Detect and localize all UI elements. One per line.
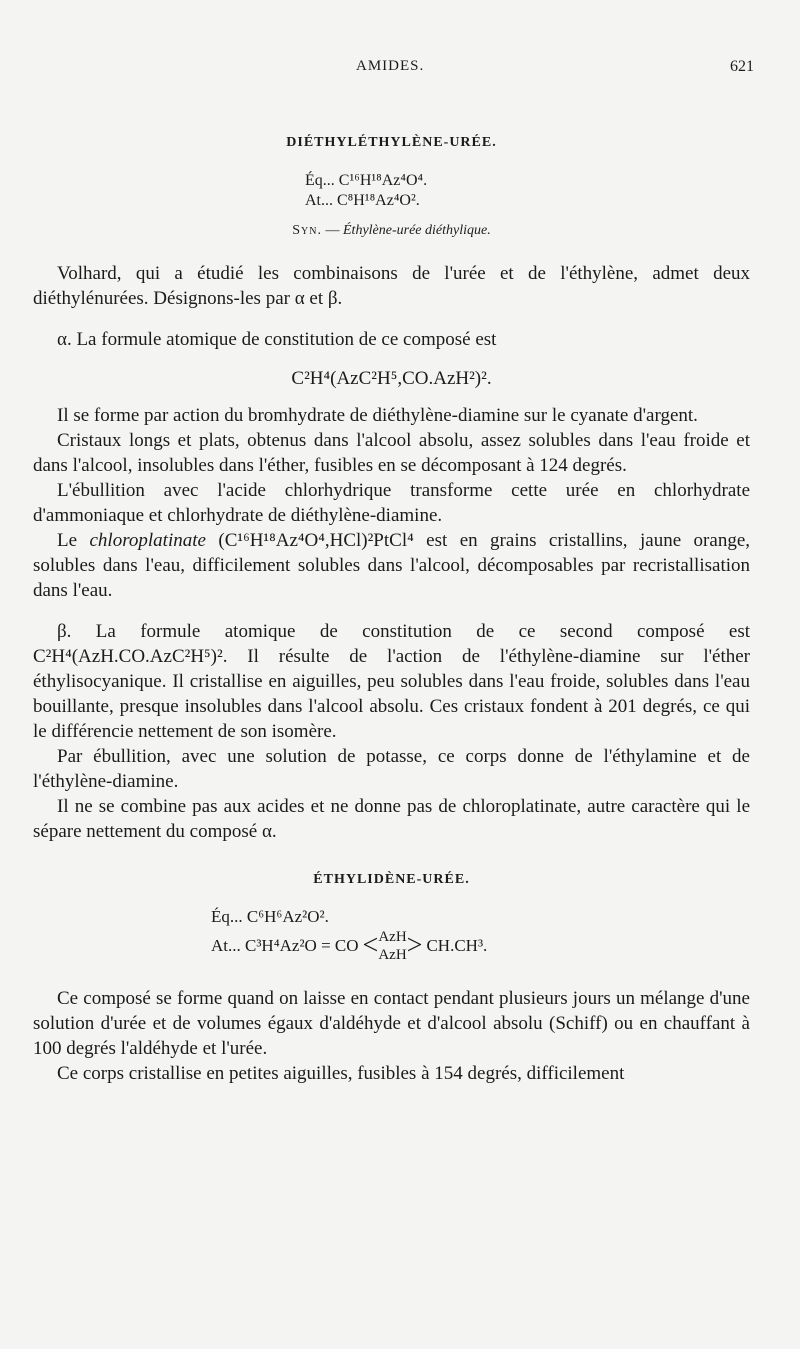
alpha-formula: C²H⁴(AzC²H⁵,CO.AzH²)². (291, 368, 492, 389)
page-body (33, 135, 750, 1086)
atomic-formula-structural (211, 928, 750, 964)
paragraph: Volhard, qui a étudié les combinaisons de l'urée et de l'éthylène, admet deux diéthylénurées. Désignons-les par α et β. (33, 263, 750, 309)
formula-block-2 (211, 906, 750, 964)
formula-left: At... C³H⁴Az²O = CO (211, 936, 359, 955)
section-title-diethylethylene-uree: DIÉTHYLÉTHYLÈNE-URÉE. (286, 135, 497, 150)
formula-block (305, 171, 750, 211)
formula-right: CH.CH³. (426, 936, 488, 955)
page-number: 621 (730, 58, 754, 75)
atomic-formula: At... C⁸H¹⁸Az⁴O². (305, 192, 420, 209)
text-run: (C¹⁶H¹⁸Az⁴O⁴,HCl)²PtCl⁴ est en grains cristallins, jaune orange, solubles dans l'eau, difficilement solubles dans l'alcool, décomposables par recristallisation dans l'eau. (33, 530, 750, 601)
paragraph: Ce corps cristallise en petites aiguilles, fusibles à 154 degrés, difficilement (57, 1063, 625, 1084)
synonym-text: Éthylène-urée diéthylique. (343, 223, 491, 238)
paragraph: Il ne se combine pas aux acides et ne donne pas de chloroplatinate, autre caractère qui le sépare nettement du composé α. (33, 796, 750, 842)
left-angle-glyph: < (362, 930, 379, 961)
structural-bracket (363, 928, 423, 964)
text-run: Le (57, 530, 90, 551)
equivalent-formula: Éq... C⁶H⁶Az²O². (211, 907, 329, 926)
azh-top: AzH (378, 929, 407, 945)
synonym-line (33, 223, 750, 239)
section-title-ethylidene-uree: ÉTHYLIDÈNE-URÉE. (313, 872, 470, 887)
synonym-dash: — (322, 223, 343, 238)
paragraph: Il se forme par action du bromhydrate de diéthylène-diamine sur le cyanate d'argent. (57, 405, 698, 426)
right-angle-glyph: > (406, 930, 423, 961)
equivalent-formula: Éq... C¹⁶H¹⁸Az⁴O⁴. (305, 172, 428, 189)
paragraph: Ce composé se forme quand on laisse en contact pendant plusieurs jours un mélange d'une solution d'urée et de volumes égaux d'aldéhyde et d'alcool absolu (Schiff) ou en chauffant à 100 degrés l'aldéhyde et l'urée. (33, 988, 750, 1059)
italic-term: chloroplatinate (89, 530, 206, 551)
paragraph: L'ébullition avec l'acide chlorhydrique transforme cette urée en chlorhydrate d'ammoniaque et chlorhydrate de diéthylène-diamine. (33, 480, 750, 526)
running-title: AMIDES. (356, 58, 425, 74)
paragraph-chloroplatinate (33, 528, 750, 603)
page-header (0, 58, 800, 82)
azh-stack (378, 928, 406, 964)
paragraph: Par ébullition, avec une solution de potasse, ce corps donne de l'éthylamine et de l'éthylène-diamine. (33, 746, 750, 792)
paragraph: β. La formule atomique de constitution de ce second composé est C²H⁴(AzH.CO.AzC²H⁵)². Il résulte de l'action de l'éthylène-diamine sur l'éther éthylisocyanique. Il cristallise en aiguilles, peu solubles dans l'eau froide, solubles dans l'eau bouillante, presque insolubles dans l'alcool absolu. Ces cristaux fondent à 201 degrés, ce qui le différencie nettement de son isomère. (33, 621, 750, 742)
azh-bottom: AzH (378, 947, 407, 963)
paragraph: Cristaux longs et plats, obtenus dans l'alcool absolu, assez solubles dans l'eau froide et dans l'alcool, insolubles dans l'éther, fusibles en se décomposant à 124 degrés. (33, 430, 750, 476)
synonym-label: Syn. (292, 223, 322, 238)
paragraph: α. La formule atomique de constitution de ce composé est (57, 329, 497, 350)
